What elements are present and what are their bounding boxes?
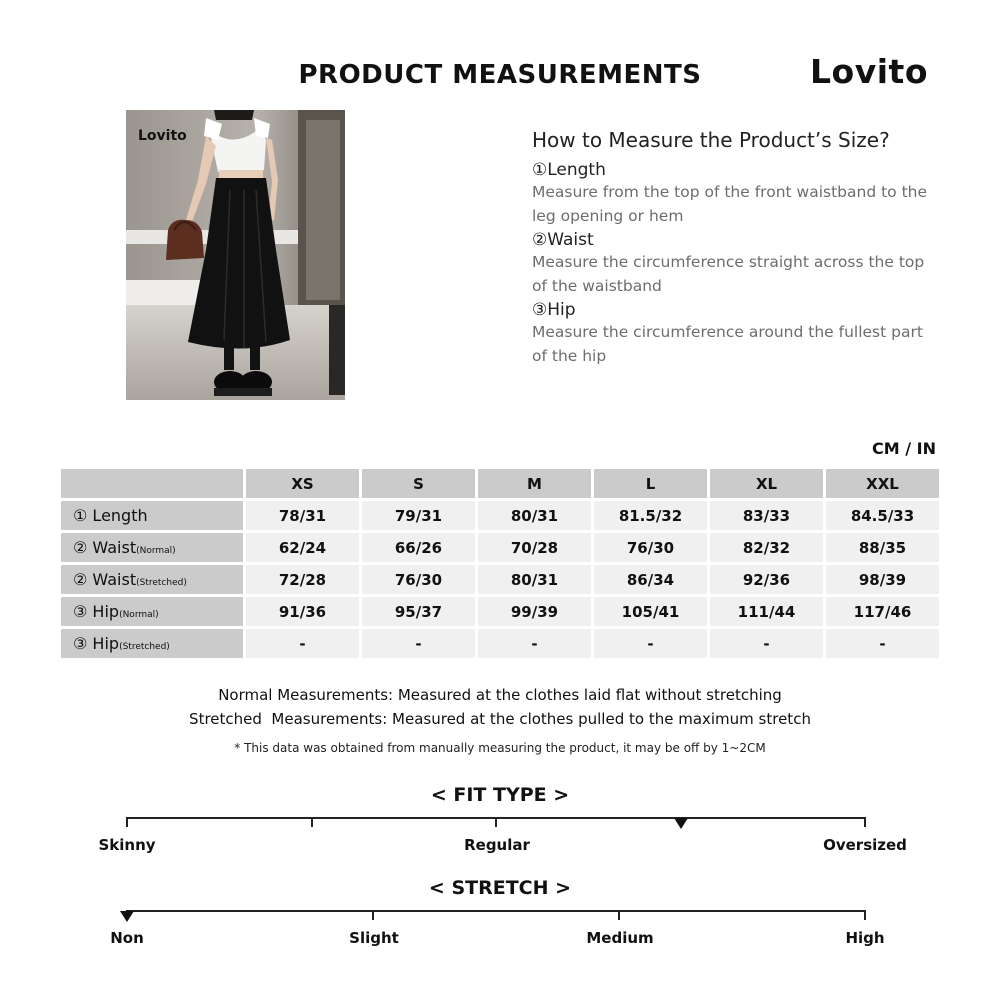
table-cell: 81.5/32 bbox=[594, 501, 707, 530]
table-cell: 66/26 bbox=[362, 533, 475, 562]
size-header-row bbox=[61, 469, 939, 498]
measure-item-desc: Measure the circumference straight across the top of the waistband bbox=[532, 253, 925, 295]
table-cell: 78/31 bbox=[246, 501, 359, 530]
stretch-tick bbox=[372, 910, 374, 920]
stretch-scale-line bbox=[127, 910, 866, 912]
photo-watermark: Lovito bbox=[138, 128, 187, 144]
row-sublabel: (Normal) bbox=[136, 546, 176, 556]
normal-note: Normal Measurements: Measured at the clothes laid flat without stretching bbox=[218, 686, 782, 704]
size-header: L bbox=[594, 469, 707, 498]
row-sublabel: (Stretched) bbox=[119, 642, 170, 652]
stretch-label-high: High bbox=[845, 929, 885, 947]
row-header-hip-normal bbox=[61, 597, 243, 626]
stretch-title: < STRETCH > bbox=[428, 877, 572, 899]
table-cell: 88/35 bbox=[826, 533, 939, 562]
row-header-hip-stretched bbox=[61, 629, 243, 658]
size-header: XS bbox=[246, 469, 359, 498]
size-header: S bbox=[362, 469, 475, 498]
table-cell: 76/30 bbox=[362, 565, 475, 594]
fit-label-skinny: Skinny bbox=[98, 836, 156, 854]
unit-label: CM / IN bbox=[872, 439, 936, 458]
table-row bbox=[61, 565, 939, 594]
stretch-tick bbox=[864, 910, 866, 920]
stretch-label-non: Non bbox=[110, 929, 144, 947]
table-cell: 92/36 bbox=[710, 565, 823, 594]
row-header-length bbox=[61, 501, 243, 530]
table-cell: 99/39 bbox=[478, 597, 591, 626]
row-sublabel: (Stretched) bbox=[136, 578, 187, 588]
table-cell: 91/36 bbox=[246, 597, 359, 626]
table-cell: 117/46 bbox=[826, 597, 939, 626]
table-row bbox=[61, 533, 939, 562]
stretched-note: Stretched Measurements: Measured at the clothes pulled to the maximum stretch bbox=[189, 710, 811, 728]
measure-item-title: ①Length bbox=[532, 160, 606, 180]
table-row bbox=[61, 629, 939, 658]
stretch-label-slight: Slight bbox=[349, 929, 399, 947]
table-cell: 82/32 bbox=[710, 533, 823, 562]
fit-label-regular: Regular bbox=[464, 836, 530, 854]
table-cell: 86/34 bbox=[594, 565, 707, 594]
stretch-label-medium: Medium bbox=[586, 929, 654, 947]
how-to-measure-section bbox=[532, 128, 932, 370]
row-label: ③ Hip bbox=[73, 634, 120, 653]
size-header: XXL bbox=[826, 469, 939, 498]
stretch-marker bbox=[120, 911, 134, 922]
measure-item-title: ②Waist bbox=[532, 230, 594, 250]
table-cell: 105/41 bbox=[594, 597, 707, 626]
measure-item-desc: Measure the circumference around the fullest part of the hip bbox=[532, 323, 923, 365]
fit-type-tick bbox=[311, 817, 313, 827]
table-cell: 72/28 bbox=[246, 565, 359, 594]
fit-type-tick bbox=[495, 817, 497, 827]
table-cell: - bbox=[594, 629, 707, 658]
row-label: ② Waist bbox=[73, 570, 137, 589]
stretch-tick bbox=[618, 910, 620, 920]
table-cell: 111/44 bbox=[710, 597, 823, 626]
row-label: ② Waist bbox=[73, 538, 137, 557]
table-cell: 79/31 bbox=[362, 501, 475, 530]
size-header: XL bbox=[710, 469, 823, 498]
table-cell: 84.5/33 bbox=[826, 501, 939, 530]
product-photo bbox=[126, 110, 345, 400]
table-cell: 95/37 bbox=[362, 597, 475, 626]
fit-type-marker bbox=[674, 818, 688, 829]
disclaimer-note: * This data was obtained from manually measuring the product, it may be off by 1~2CM bbox=[234, 741, 766, 755]
table-cell: 80/31 bbox=[478, 501, 591, 530]
fit-label-oversized: Oversized bbox=[823, 836, 907, 854]
how-to-measure-heading: How to Measure the Product’s Size? bbox=[532, 128, 890, 152]
table-cell: - bbox=[362, 629, 475, 658]
skirt-model-illustration bbox=[126, 110, 345, 400]
row-header-waist-stretched bbox=[61, 565, 243, 594]
fit-type-title: < FIT TYPE > bbox=[430, 784, 570, 806]
size-header: M bbox=[478, 469, 591, 498]
row-label: ③ Hip bbox=[73, 602, 120, 621]
table-cell: 76/30 bbox=[594, 533, 707, 562]
measure-item-desc: Measure from the top of the front waistband to the leg opening or hem bbox=[532, 183, 928, 225]
table-cell: - bbox=[478, 629, 591, 658]
fit-type-tick bbox=[864, 817, 866, 827]
table-cell: 80/31 bbox=[478, 565, 591, 594]
size-table bbox=[58, 466, 942, 661]
row-sublabel: (Normal) bbox=[119, 610, 159, 620]
row-label: ① Length bbox=[73, 506, 148, 525]
table-cell: 83/33 bbox=[710, 501, 823, 530]
table-row bbox=[61, 597, 939, 626]
table-cell: - bbox=[710, 629, 823, 658]
table-cell: 70/28 bbox=[478, 533, 591, 562]
brand-logo: Lovito bbox=[810, 52, 928, 91]
measurement-notes bbox=[0, 683, 1000, 731]
table-cell: 98/39 bbox=[826, 565, 939, 594]
table-corner-cell bbox=[61, 469, 243, 498]
measure-item-title: ③Hip bbox=[532, 300, 576, 320]
table-cell: - bbox=[246, 629, 359, 658]
measure-item-hip bbox=[532, 300, 932, 368]
fit-type-tick bbox=[126, 817, 128, 827]
row-header-waist-normal bbox=[61, 533, 243, 562]
table-row bbox=[61, 501, 939, 530]
table-cell: 62/24 bbox=[246, 533, 359, 562]
measure-item-waist bbox=[532, 230, 932, 298]
measure-item-length bbox=[532, 160, 932, 228]
page-title: PRODUCT MEASUREMENTS bbox=[298, 60, 702, 90]
table-cell: - bbox=[826, 629, 939, 658]
